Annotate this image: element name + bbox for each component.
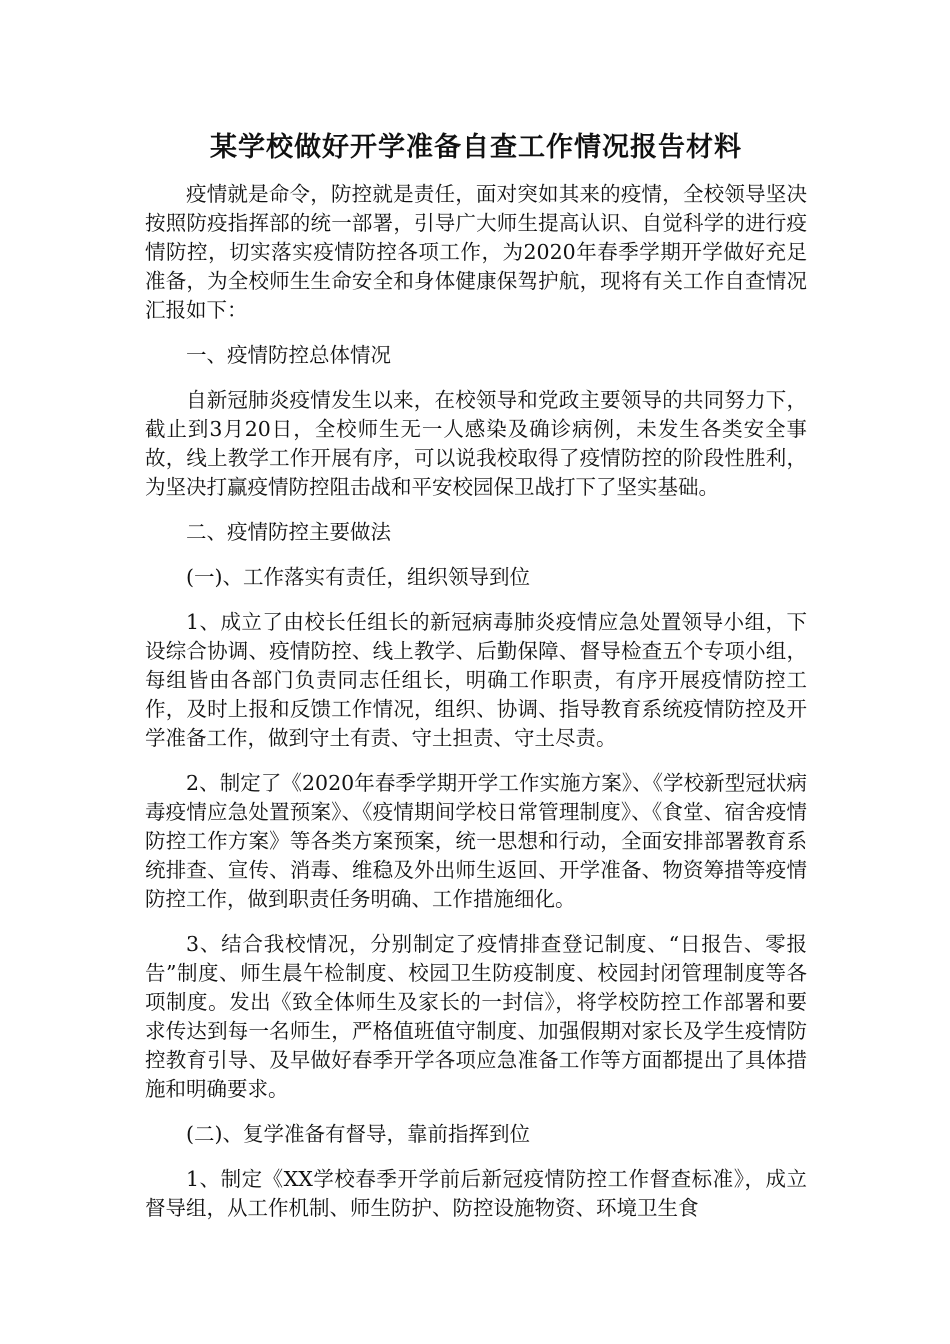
document-page [145,128,807,1239]
measure-paragraph-2: 2、制定了《2020年春季学期开学工作实施方案》、《学校新型冠状病毒疫情应急处置预案》、《疫情期间学校日常管理制度》、《食堂、宿舍疫情防控工作方案》等各类方案预案，统一思想和行动，全面安排部署教育系统排查、宣传、消毒、维稳及外出师生返回、开学准备、物资筹措等疫情防控工作，做到职责任务明确、工作措施细化。 [145,771,807,911]
document-title: 某学校做好开学准备自查工作情况报告材料 [210,132,742,163]
section-heading-measures: 二、疫情防控主要做法 [186,520,391,544]
section-heading-overall: 一、疫情防控总体情况 [186,343,391,367]
measure-paragraph-1: 1、成立了由校长任组长的新冠病毒肺炎疫情应急处置领导小组，下设综合协调、疫情防控、线上教学、后勤保障、督导检查五个专项小组，每组皆由各部门负责同志任组长，明确工作职责，有序开展疫情防控工作，及时上报和反馈工作情况，组织、协调、指导教育系统疫情防控及开学准备工作，做到守土有责、守土担责、守土尽责。 [145,610,807,750]
supervision-paragraph-1: 1、制定《XX学校春季开学前后新冠疫情防控工作督查标准》，成立督导组，从工作机制、师生防护、防控设施物资、环境卫生食 [145,1167,807,1220]
intro-paragraph: 疫情就是命令，防控就是责任，面对突如其来的疫情，全校领导坚决按照防疫指挥部的统一部署，引导广大师生提高认识、自觉科学的进行疫情防控，切实落实疫情防控各项工作，为2020年春季学期开学做好充足准备，为全校师生生命安全和身体健康保驾护航，现将有关工作自查情况汇报如下： [145,182,807,322]
overall-paragraph: 自新冠肺炎疫情发生以来，在校领导和党政主要领导的共同努力下，截止到3月20日，全校师生无一人感染及确诊病例，未发生各类安全事故，线上教学工作开展有序，可以说我校取得了疫情防控的阶段性胜利，为坚决打赢疫情防控阻击战和平安校园保卫战打下了坚实基础。 [145,388,807,499]
measure-paragraph-3: 3、结合我校情况，分别制定了疫情排查登记制度、“日报告、零报告”制度、师生晨午检制度、校园卫生防疫制度、校园封闭管理制度等各项制度。发出《致全体师生及家长的一封信》，将学校防控工作部署和要求传达到每一名师生，严格值班值守制度、加强假期对家长及学生疫情防控教育引导、及早做好春季开学各项应急准备工作等方面都提出了具体措施和明确要求。 [145,932,807,1101]
subsection-heading-supervision: (二)、复学准备有督导，靠前指挥到位 [186,1122,530,1146]
subsection-heading-responsibility: (一)、工作落实有责任，组织领导到位 [186,565,530,589]
